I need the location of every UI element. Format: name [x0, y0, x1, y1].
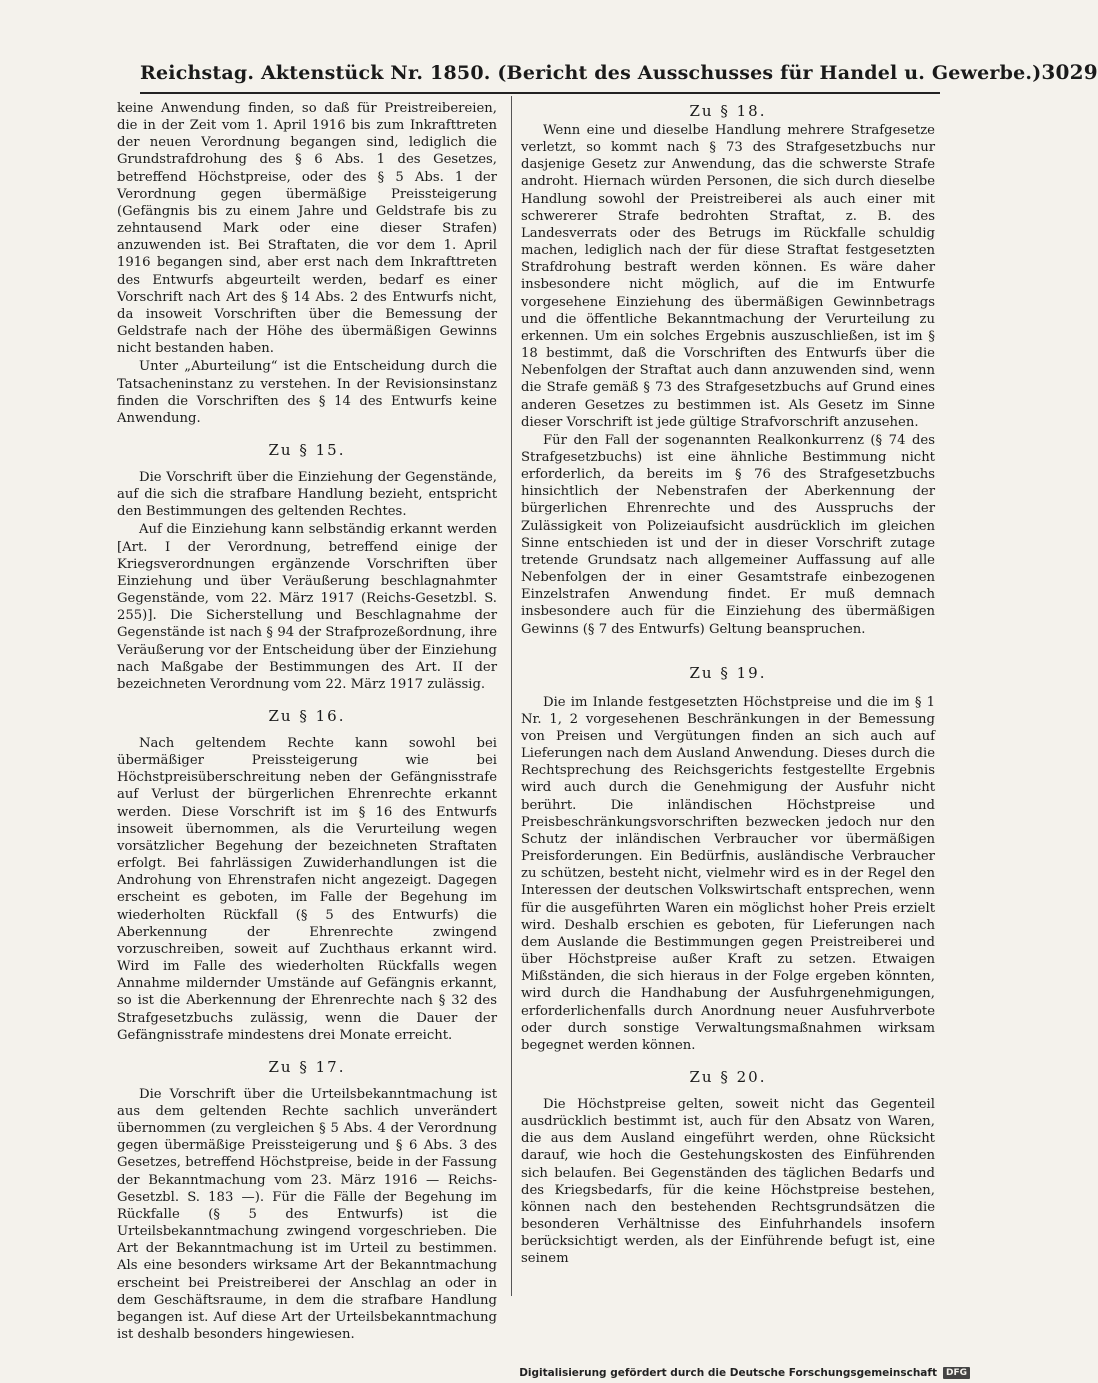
left-column	[117, 100, 497, 1343]
paragraph: Die Vorschrift über die Urteilsbekanntmachung ist aus dem geltenden Rechte sachlich unverändert übernommen (zu vergleichen § 5 Abs. 4 der Verordnung gegen übermäßige Preissteigerung und § 6 Abs. 3 des Gesetzes, betreffend Höchstpreise, beide in der Fassung der Bekanntmachung vom 23. März 1916 — Reichs-Gesetzbl. S. 183 —). Für die Fälle der Begehung im Rückfalle (§ 5 des Entwurfs) ist die Urteilsbekanntmachung zwingend vorgeschrieben. Die Art der Bekanntmachung ist im Urteil zu bestimmen. Als eine besonders wirksame Art der Bekanntmachung erscheint bei Preistreiberei der Anschlag an oder in dem Geschäftsraume, in dem die strafbare Handlung begangen ist. Auf diese Art der Urteilsbekanntmachung ist deshalb besonders hingewiesen.	[117, 1086, 497, 1342]
paragraph: Nach geltendem Rechte kann sowohl bei übermäßiger Preissteigerung wie bei Höchstpreisüberschreitung neben der Gefängnisstrafe auf Verlust der bürgerlichen Ehrenrechte erkannt werden. Diese Vorschrift ist im § 16 des Entwurfs insoweit übernommen, als die Verurteilung wegen vorsätzlicher Begehung der bezeichneten Straftaten erfolgt. Bei fahrlässigen Zuwiderhandlungen ist die Androhung von Ehrenstrafen nicht angezeigt. Dagegen erscheint es geboten, im Falle der Begehung im wiederholten Rückfall (§ 5 des Entwurfs) die Aberkennung der Ehrenrechte zwingend vorzuschreiben, soweit auf Zuchthaus erkannt wird. Wird im Falle des wiederholten Rückfalls wegen Annahme mildernder Umstände auf Gefängnis erkannt, so ist die Aberkennung der Ehrenrechte nach § 32 des Strafgesetzbuchs zulässig, wenn die Dauer der Gefängnisstrafe mindestens drei Monate erreicht.	[117, 736, 497, 1043]
paragraph: Die Vorschrift über die Einziehung der Gegenstände, auf die sich die strafbare Handlung bezieht, entspricht den Bestimmungen des geltenden Rechtes.	[117, 469, 497, 520]
section-heading-18: Zu § 18.	[689, 102, 767, 120]
credit-text: Digitalisierung gefördert durch die Deutsche Forschungsgemeinschaft	[519, 1367, 937, 1379]
section-heading-16: Zu § 16.	[268, 707, 346, 725]
dfg-logo-icon: DFG	[943, 1367, 970, 1379]
paragraph: Die im Inlande festgesetzten Höchstpreise und die im § 1 Nr. 1, 2 vorgesehenen Beschränkungen in der Bemessung von Preisen und Vergütungen finden an sich auch auf Lieferungen nach dem Ausland Anwendung. Dieses durch die Rechtsprechung des Reichsgerichts festgestellte Ergebnis wird auch durch die Genehmigung der Ausfuhr nicht berührt. Die inländischen Höchstpreise und Preisbeschränkungsvorschriften bezwecken jedoch nur den Schutz der inländischen Verbraucher vor übermäßigen Preisforderungen. Ein Bedürfnis, ausländische Verbraucher zu schützen, besteht nicht, vielmehr wird es in der Regel den Interessen der deutschen Volkswirtschaft entsprechen, wenn für die ausgeführten Waren ein möglichst hoher Preis erzielt wird. Deshalb erschien es geboten, für Lieferungen nach dem Auslande die Bestimmungen gegen Preistreiberei und über Höchstpreise außer Kraft zu setzen. Etwaigen Mißständen, die sich hieraus in der Folge ergeben könnten, wird durch die Handhabung der Ausfuhrgenehmigungen, erforderlichenfalls durch Anordnung neuer Ausfuhrverbote oder durch sonstige Verwaltungsmaßnahmen wirksam begegnet werden können.	[521, 694, 935, 1053]
page-header	[140, 60, 1098, 90]
header-title: Reichstag. Aktenstück Nr. 1850. (Bericht des Ausschusses für Handel u. Gewerbe.)	[140, 62, 1042, 84]
page-number: 3029	[1041, 60, 1098, 84]
paragraph: Auf die Einziehung kann selbständig erkannt werden [Art. I der Verordnung, betreffend einige der Kriegsverordnungen ergänzende Vorschriften über Einziehung und über Veräußerung beschlagnahmter Gegenstände, vom 22. März 1917 (Reichs-Gesetzbl. S. 255)]. Die Sicherstellung und Beschlagnahme der Gegenstände ist nach § 94 der Strafprozeßordnung, ihre Veräußerung vor der Entscheidung über der Einziehung nach Maßgabe der Bestimmungen des Art. II der bezeichneten Verordnung vom 22. März 1917 zulässig.	[117, 522, 497, 692]
section-heading-17: Zu § 17.	[268, 1057, 346, 1076]
right-column	[521, 100, 935, 1268]
section-heading-15: Zu § 15.	[268, 440, 346, 459]
paragraph: Unter „Aburteilung“ ist die Entscheidung durch die Tatsacheninstanz zu verstehen. In der Revisionsinstanz finden die Vorschriften des § 14 des Entwurfs keine Anwendung.	[117, 359, 497, 426]
paragraph: Die Höchstpreise gelten, soweit nicht das Gegenteil ausdrücklich bestimmt ist, auch für den Absatz von Waren, die aus dem Ausland eingeführt werden, ohne Rücksicht darauf, wie hoch die Gestehungskosten des Einführenden sich belaufen. Bei Gegenständen des täglichen Bedarfs und des Kriegsbedarfs, für die keine Höchstpreise bestehen, können nach den bestehenden Rechtsgrundsätzen die besonderen Verhältnisse des Einfuhrhandels insofern berücksichtigt werden, als der Einführende befugt ist, eine seinem	[521, 1096, 935, 1267]
paragraph: keine Anwendung finden, so daß für Preistreibereien, die in der Zeit vom 1. April 1916 bis zum Inkrafttreten der neuen Verordnung begangen sind, lediglich die Grundstrafdrohung des § 6 Abs. 1 des Gesetzes, betreffend Höchstpreise, oder des § 5 Abs. 1 der Verordnung gegen übermäßige Preissteigerung (Gefängnis bis zu einem Jahre und Geldstrafe bis zu zehntausend Mark oder eine dieser Strafen) anzuwenden ist. Bei Straftaten, die vor dem 1. April 1916 begangen sind, aber erst nach dem Inkrafttreten des Entwurfs abgeurteilt werden, bedarf es einer Vorschrift nach Art des § 14 Abs. 2 des Entwurfs nicht, da insoweit Vorschriften über die Bemessung der Geldstrafe nach der Höhe des übermäßigen Gewinns nicht bestanden haben.	[117, 101, 497, 357]
section-heading-20: Zu § 20.	[689, 1067, 767, 1086]
header-rule	[140, 92, 940, 94]
section-heading-19: Zu § 19.	[689, 663, 767, 682]
column-divider	[511, 96, 512, 1296]
digitization-credit	[519, 1366, 970, 1380]
paragraph: Für den Fall der sogenannten Realkonkurrenz (§ 74 des Strafgesetzbuchs) ist eine ähnliche Bestimmung nicht erforderlich, da bereits im § 76 des Strafgesetzbuchs hinsichtlich der Nebenstrafen der Aberkennung der bürgerlichen Ehrenrechte und des Ausspruchs der Zulässigkeit von Polizeiaufsicht ausdrücklich im gleichen Sinne entschieden ist und der in dieser Vorschrift zutage tretende Grundsatz nach allgemeiner Auffassung auf alle Nebenfolgen der in einer Gesamtstrafe einbezogenen Einzelstrafen Anwendung findet. Er muß demnach insbesondere auch für die Einziehung des übermäßigen Gewinns (§ 7 des Entwurfs) Geltung beanspruchen.	[521, 432, 935, 637]
paragraph: Wenn eine und dieselbe Handlung mehrere Strafgesetze verletzt, so kommt nach § 73 des Strafgesetzbuchs nur dasjenige Gesetz zur Anwendung, das die schwerste Strafe androht. Hiernach würden Personen, die sich durch dieselbe Handlung sowohl der Preistreiberei als auch einer mit schwererer Strafe bedrohten Straftat, z. B. des Landesverrats oder des Betrugs im Rückfalle schuldig machen, lediglich nach der für diese Straftat festgesetzten Strafdrohung bestraft werden können. Es wäre daher insbesondere nicht möglich, auf die im Entwurfe vorgesehene Einziehung des übermäßigen Gewinnbetrags und die öffentliche Bekanntmachung der Verurteilung zu erkennen. Um ein solches Ergebnis auszuschließen, ist im § 18 bestimmt, daß die Vorschriften des Entwurfs über die Nebenfolgen der Straftat auch dann anzuwenden sind, wenn die Strafe gemäß § 73 des Strafgesetzbuchs auf Grund eines anderen Gesetzes zu bestimmen ist. Als Gesetz im Sinne dieser Vorschrift ist jede gültige Strafvorschrift anzusehen.	[521, 123, 935, 430]
